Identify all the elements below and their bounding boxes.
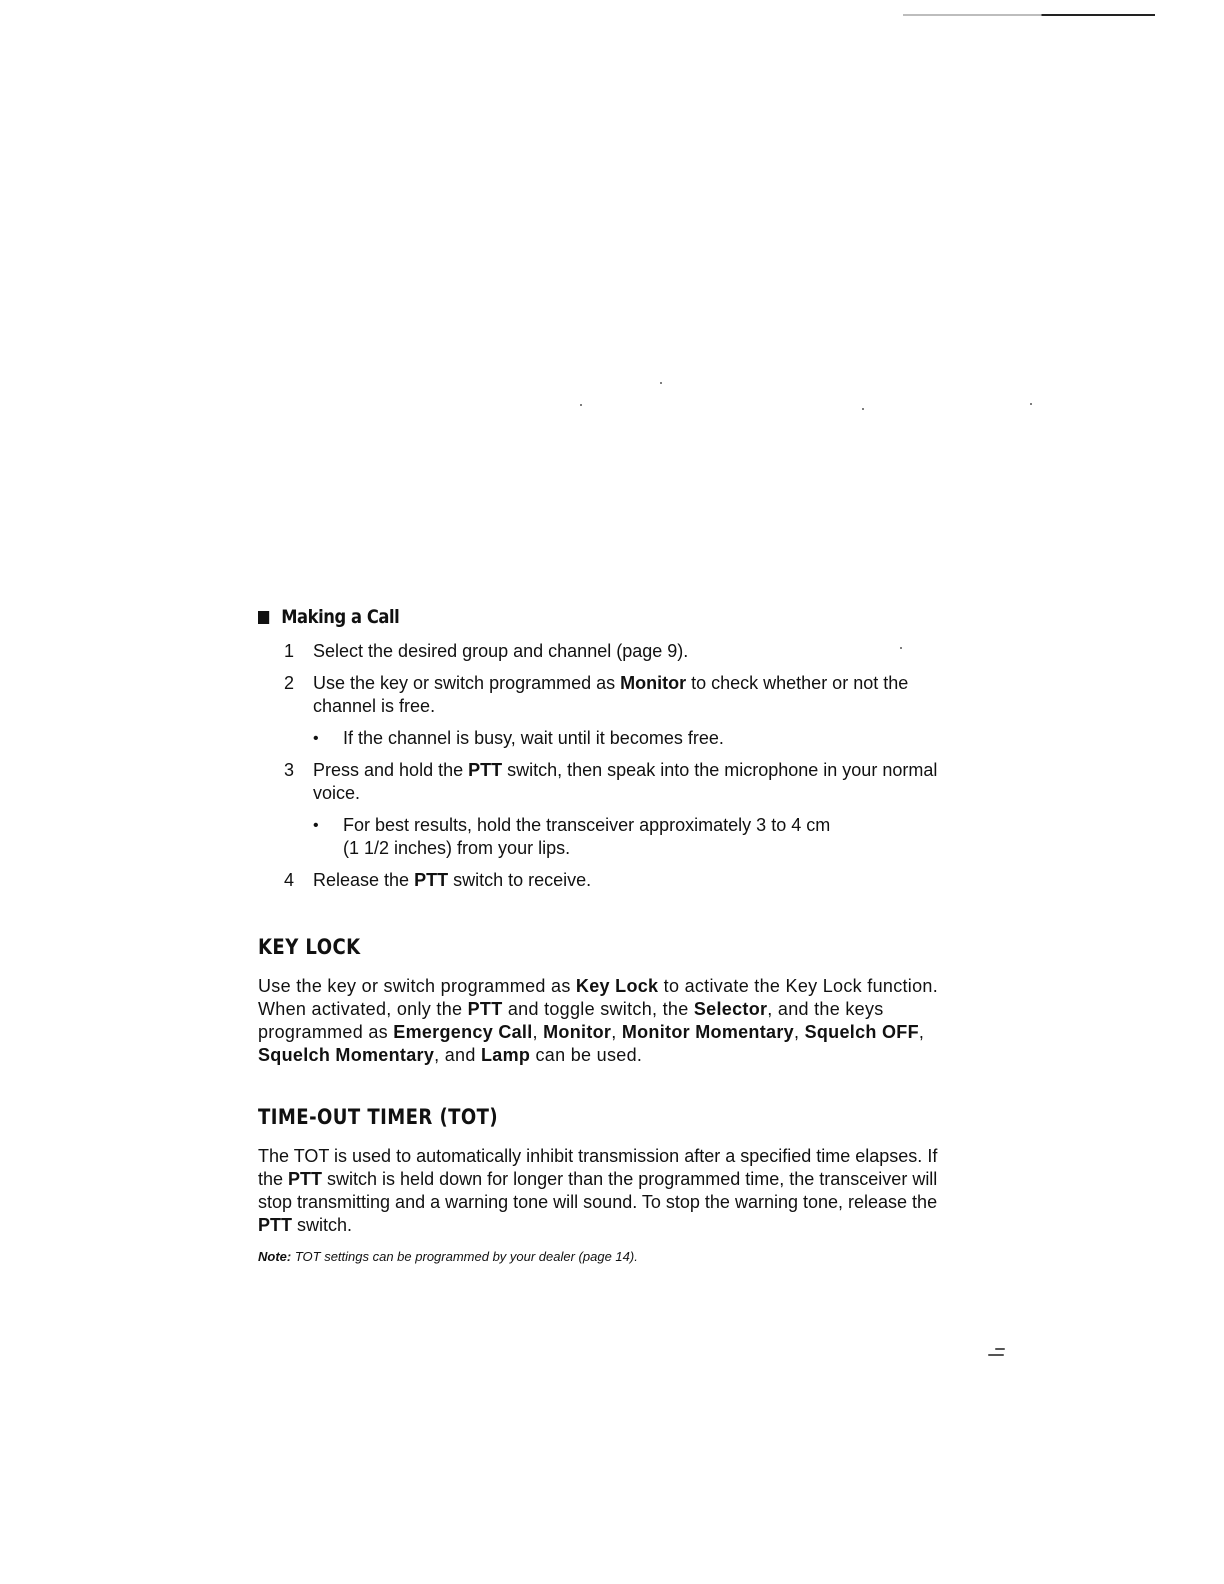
- tot-paragraph: The TOT is used to automatically inhibit transmission after a specified time elapses. If the PTT switch is held down for longer than the programmed time, the transceiver will stop transmitting and a warning tone will sound. To stop the warning tone, release the PTT switch.: [258, 1146, 938, 1235]
- tot-title: TIME-OUT TIMER (TOT): [258, 1105, 499, 1129]
- step-item: 4 Release the PTT switch to receive.: [284, 870, 592, 890]
- scan-speck: [580, 404, 582, 406]
- key-lock-paragraph: Use the key or switch programmed as Key Lock to activate the Key Lock function. When activated, only the PTT and toggle switch, the Selector, and the keys programmed as Emergency Call, Monitor, Monitor Momentary, Squelch OFF, Squelch Momentary, and Lamp can be used.: [258, 976, 939, 1065]
- sub-bullet: • If the channel is busy, wait until it becomes free.: [313, 728, 724, 748]
- step-item: 2 Use the key or switch programmed as Monitor to check whether or not the channel is free. • If the channel is busy, wait until it becomes free.: [258, 672, 958, 750]
- square-bullet-icon: [258, 611, 269, 624]
- step-item: 3 Press and hold the PTT switch, then speak into the microphone in your normal voice. • For best results, hold the transceiver approximately 3 to 4 cm (1 1/2 inches) from your lips.: [258, 759, 958, 860]
- bullet-dot-icon: •: [313, 817, 319, 834]
- top-edge-rule: [903, 14, 1155, 16]
- steps-list: [258, 640, 958, 892]
- making-call-heading: Making a Call: [258, 604, 860, 630]
- scan-speck: [988, 1354, 1004, 1356]
- tot-note: Note: TOT settings can be programmed by your dealer (page 14).: [258, 1249, 638, 1264]
- bullet-dot-icon: •: [313, 730, 319, 747]
- step-item: 1 Select the desired group and channel (page 9).: [284, 641, 689, 661]
- scan-speck: [1030, 403, 1032, 405]
- scan-speck: [995, 1348, 1005, 1350]
- scan-speck: [862, 408, 864, 410]
- scan-speck: [660, 382, 662, 384]
- page-content: [258, 604, 958, 1264]
- key-lock-title: KEY LOCK: [258, 935, 361, 959]
- sub-bullet: • For best results, hold the transceiver approximately 3 to 4 cm (1 1/2 inches) from your lips.: [313, 815, 831, 858]
